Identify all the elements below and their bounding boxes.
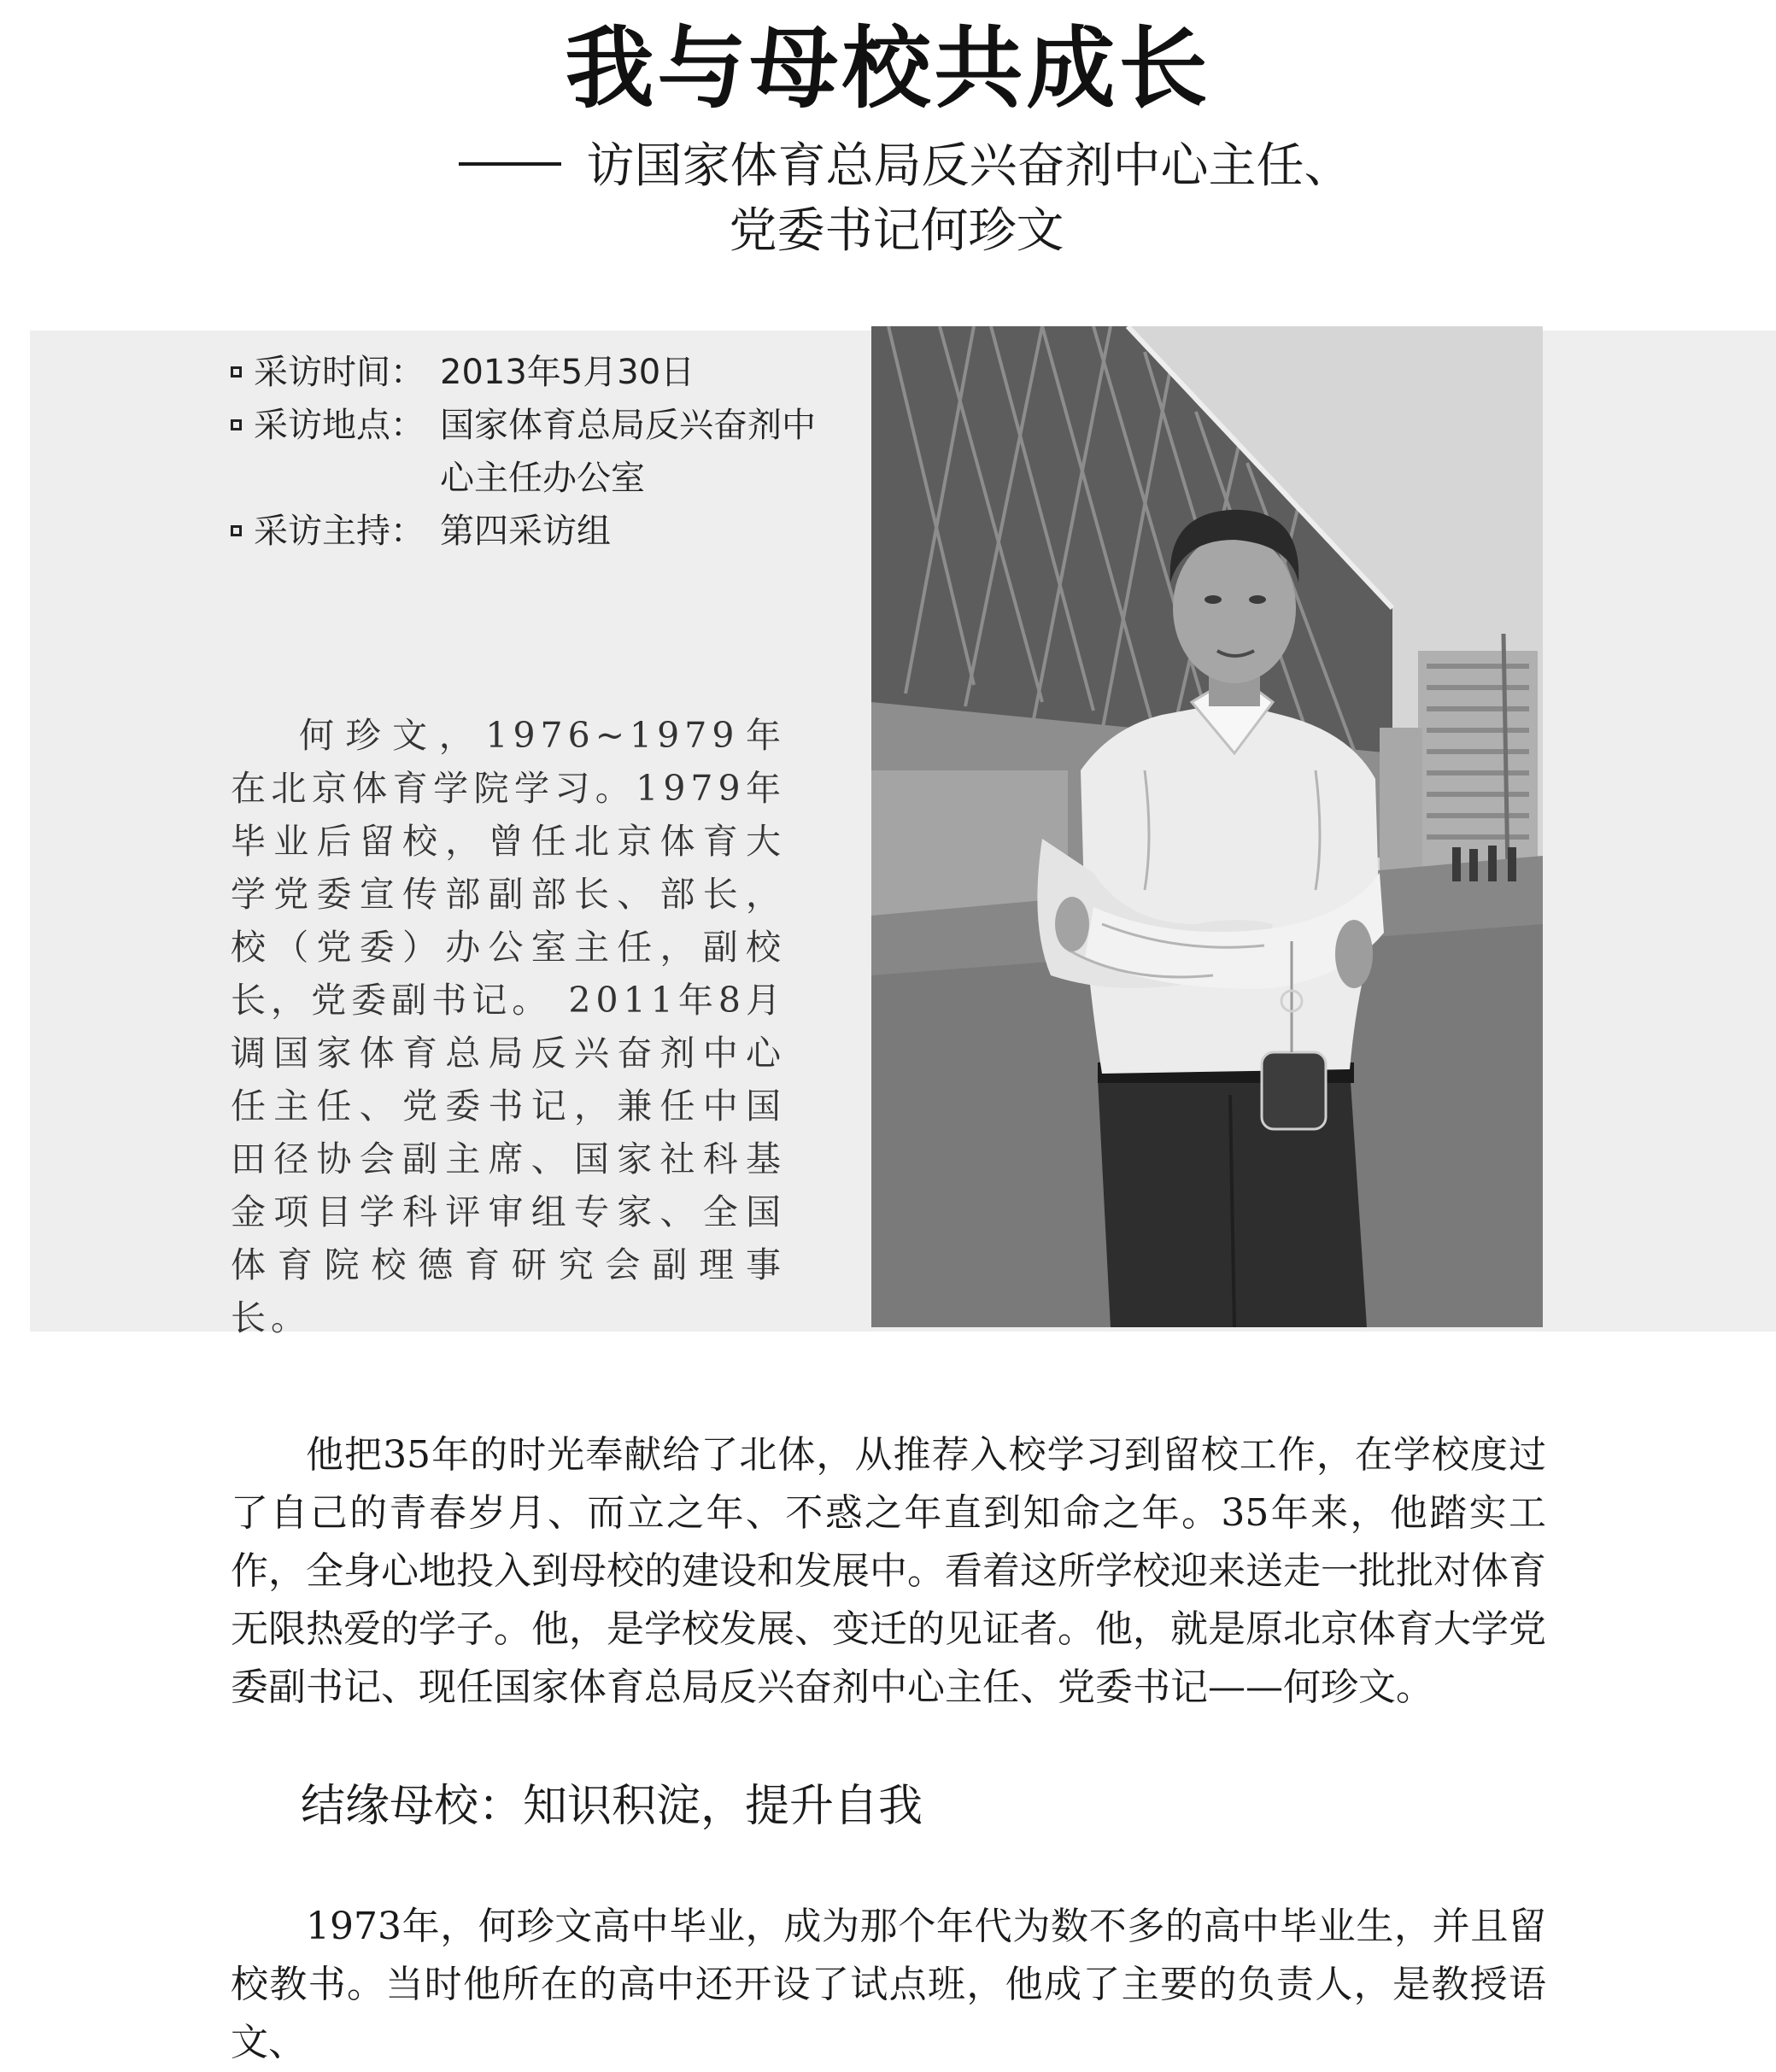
article-title: 我与母校共成长: [565, 15, 1211, 120]
subtitle-line-2: 党委书记何珍文: [729, 203, 1064, 259]
meta-value: 2013年5月30日: [440, 353, 695, 392]
section-heading: 结缘母校：知识积淀，提升自我: [301, 1781, 923, 1832]
square-bullet-icon: [231, 419, 242, 430]
portrait-photo: [871, 326, 1543, 1327]
meta-row-location: [231, 399, 846, 505]
em-dash-rule: [459, 162, 561, 166]
subtitle-line-1: [0, 137, 1776, 196]
biography-text: 何珍文，1976~1979年在北京体育学院学习。1979年毕业后留校，曾任北京体育大学党委宣传部副部长、部长，校（党委）办公室主任，副校长，党委副书记。 2011年8月调国家体育总局反兴奋剂中心任主任、党委书记，兼任中国田径协会副主席、国家社科基金项目学科评审组专家、全国体育院校德育研究会副理事长。: [231, 715, 786, 1338]
meta-value: 第四采访组: [440, 512, 611, 551]
intro-paragraph: 他把35年的时光奉献给了北体，从推荐入校学习到留校工作，在学校度过了自己的青春岁月、而立之年、不惑之年直到知命之年。35年来，他踏实工作，全身心地投入到母校的建设和发展中。看着这所学校迎来送走一批批对体育无限热爱的学子。他，是学校发展、变迁的见证者。他，就是原北京体育大学党委副书记、现任国家体育总局反兴奋剂中心主任、党委书记——何珍文。: [231, 1433, 1546, 1709]
article-subtitle: [0, 137, 1776, 261]
meta-label: 采访主持：: [254, 512, 425, 551]
interview-meta-list: [231, 346, 846, 558]
subtitle-text-1: 访国家体育总局反兴奋剂中心主任、: [586, 138, 1352, 194]
section-paragraph: 1973年，何珍文高中毕业，成为那个年代为数不多的高中毕业生，并且留校教书。当时他所在的高中还开设了试点班，他成了主要的负责人，是教授语文、: [231, 1905, 1546, 2064]
meta-row-time: [231, 346, 846, 399]
meta-label: 采访时间：: [254, 353, 425, 392]
meta-label: 采访地点：: [254, 406, 425, 445]
square-bullet-icon: [231, 366, 242, 378]
meta-value: 国家体育总局反兴奋剂中心主任办公室: [440, 406, 816, 498]
square-bullet-icon: [231, 525, 242, 536]
meta-row-host: [231, 505, 846, 558]
